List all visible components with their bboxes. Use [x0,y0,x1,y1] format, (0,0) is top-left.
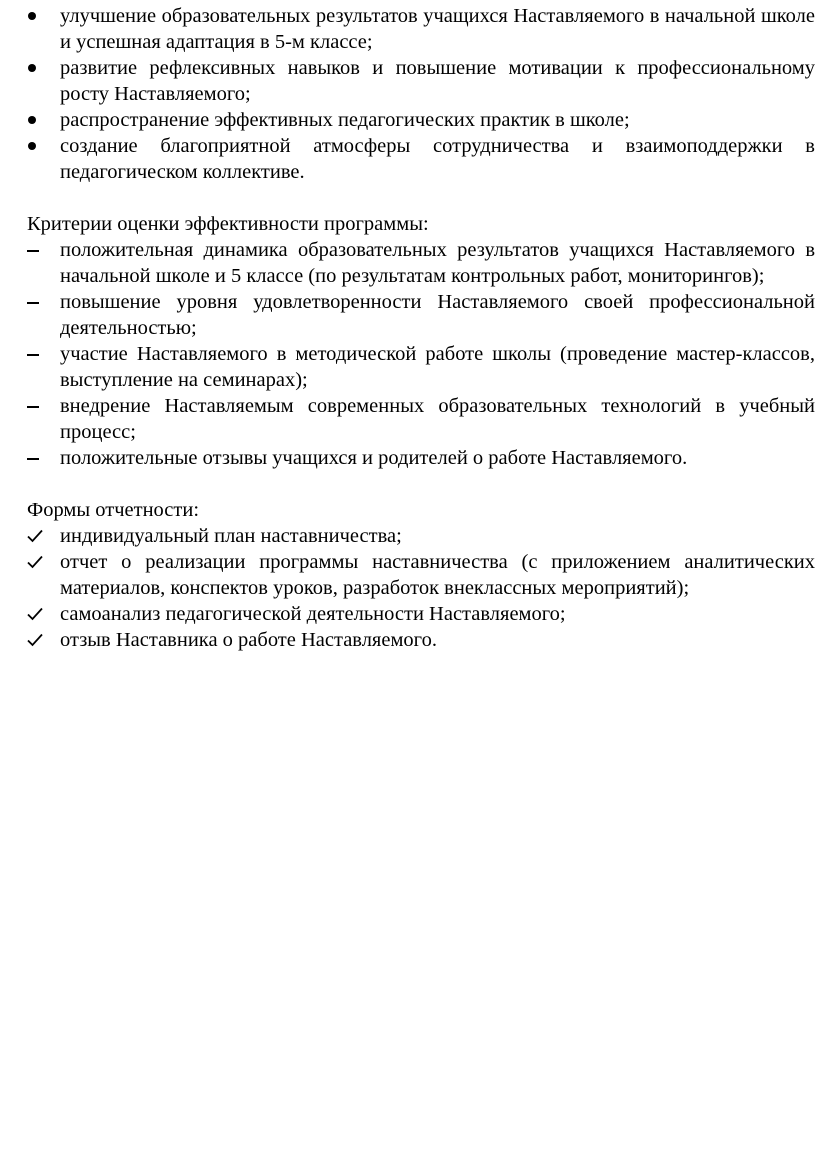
list-item-text: развитие рефлексивных навыков и повышение мотивации к профессиональному росту Наставляемого; [60,57,815,105]
list-item [27,55,815,107]
list-item [27,107,815,133]
list-item-text: самоанализ педагогической деятельности Наставляемого; [60,603,566,625]
list-item [27,133,815,185]
spacer [27,471,815,497]
list-item-text: распространение эффективных педагогических практик в школе; [60,109,630,131]
list-item-text: внедрение Наставляемым современных образовательных технологий в учебный процесс; [60,395,815,443]
list-item [27,523,815,549]
list-item-text: участие Наставляемого в методической работе школы (проведение мастер-классов, выступление на семинарах); [60,343,815,391]
list-item [27,549,815,601]
list-item-text: отзыв Наставника о работе Наставляемого. [60,629,437,651]
list-item [27,445,815,471]
list-item-text: положительная динамика образовательных результатов учащихся Наставляемого в начальной школе и 5 классе (по результатам контрольных работ, мониторингов); [60,239,815,287]
list-item [27,237,815,289]
list-item-text: создание благоприятной атмосферы сотрудничества и взаимоподдержки в педагогическом коллективе. [60,135,815,183]
outcomes-list [27,3,815,185]
reporting-list [27,523,815,653]
list-item-text: индивидуальный план наставничества; [60,525,402,547]
list-item [27,393,815,445]
list-item-text: улучшение образовательных результатов учащихся Наставляемого в начальной школе и успешная адаптация в 5-м классе; [60,5,815,53]
reporting-heading: Формы отчетности: [27,499,200,521]
spacer [27,185,815,211]
list-item [27,341,815,393]
list-item [27,627,815,653]
criteria-heading: Критерии оценки эффективности программы: [27,213,429,235]
list-item-text: повышение уровня удовлетворенности Наставляемого своей профессиональной деятельностью; [60,291,815,339]
list-item [27,3,815,55]
list-item [27,289,815,341]
criteria-list [27,237,815,471]
list-item-text: положительные отзывы учащихся и родителей о работе Наставляемого. [60,447,688,469]
list-item [27,601,815,627]
document-content [27,0,815,653]
list-item-text: отчет о реализации программы наставничества (с приложением аналитических материалов, конспектов уроков, разработок внеклассных мероприятий); [60,551,815,599]
